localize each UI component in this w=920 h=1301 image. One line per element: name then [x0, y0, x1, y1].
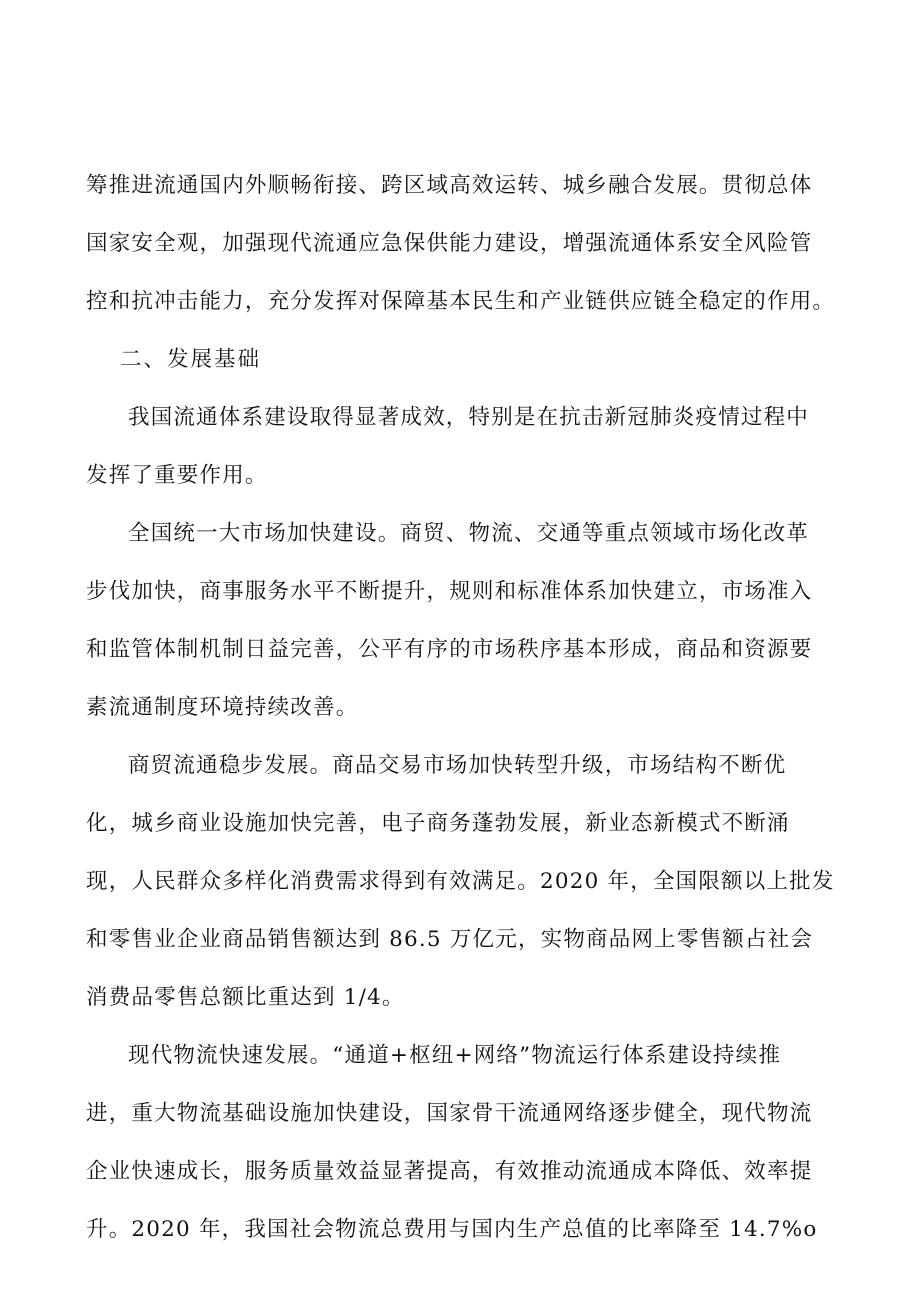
body-text-line: 化，城乡商业设施加快完善，电子商务蓬勃发展，新业态新模式不断涌 — [86, 811, 790, 836]
body-text-line: 现，人民群众多样化消费需求得到有效满足。2020 年，全国限额以上批发 — [86, 869, 835, 894]
body-text-line: 国家安全观，加强现代流通应急保供能力建设，增强流通体系安全风险管 — [86, 231, 813, 256]
body-text-line: 和监管体制机制日益完善，公平有序的市场秩序基本形成，商品和资源要 — [86, 637, 813, 662]
body-text-line: 控和抗冲击能力，充分发挥对保障基本民生和产业链供应链全稳定的作用。 — [86, 289, 836, 314]
body-text-line: 步伐加快，商事服务水平不断提升，规则和标准体系加快建立，市场准入 — [86, 579, 813, 604]
body-text-line: 筹推进流通国内外顺畅衔接、跨区域高效运转、城乡融合发展。贯彻总体 — [86, 173, 813, 198]
body-text-line: 企业快速成长，服务质量效益显著提高，有效推动流通成本降低、效率提 — [86, 1159, 813, 1184]
body-text-line: 升。2020 年，我国社会物流总费用与国内生产总值的比率降至 14.7%o — [86, 1217, 818, 1242]
body-text-line: 消费品零售总额比重达到 1/4。 — [86, 985, 405, 1010]
body-text-line: 全国统一大市场加快建设。商贸、物流、交通等重点领域市场化改革 — [128, 521, 810, 546]
section-heading: 二、发展基础 — [120, 347, 262, 372]
body-text-line: 发挥了重要作用。 — [86, 463, 268, 488]
body-text-line: 商贸流通稳步发展。商品交易市场加快转型升级，市场结构不断优 — [128, 753, 787, 778]
body-text-line: 我国流通体系建设取得显著成效，特别是在抗击新冠肺炎疫情过程中 — [128, 405, 810, 430]
body-text-line: 和零售业企业商品销售额达到 86.5 万亿元，实物商品网上零售额占社会 — [86, 927, 814, 952]
body-text-line: 素流通制度环境持续改善。 — [86, 695, 359, 720]
body-text-line: 进，重大物流基础设施加快建设，国家骨干流通网络逐步健全，现代物流 — [86, 1101, 813, 1126]
body-text-line: 现代物流快速发展。“通道+枢纽+网络”物流运行体系建设持续推 — [128, 1043, 782, 1068]
